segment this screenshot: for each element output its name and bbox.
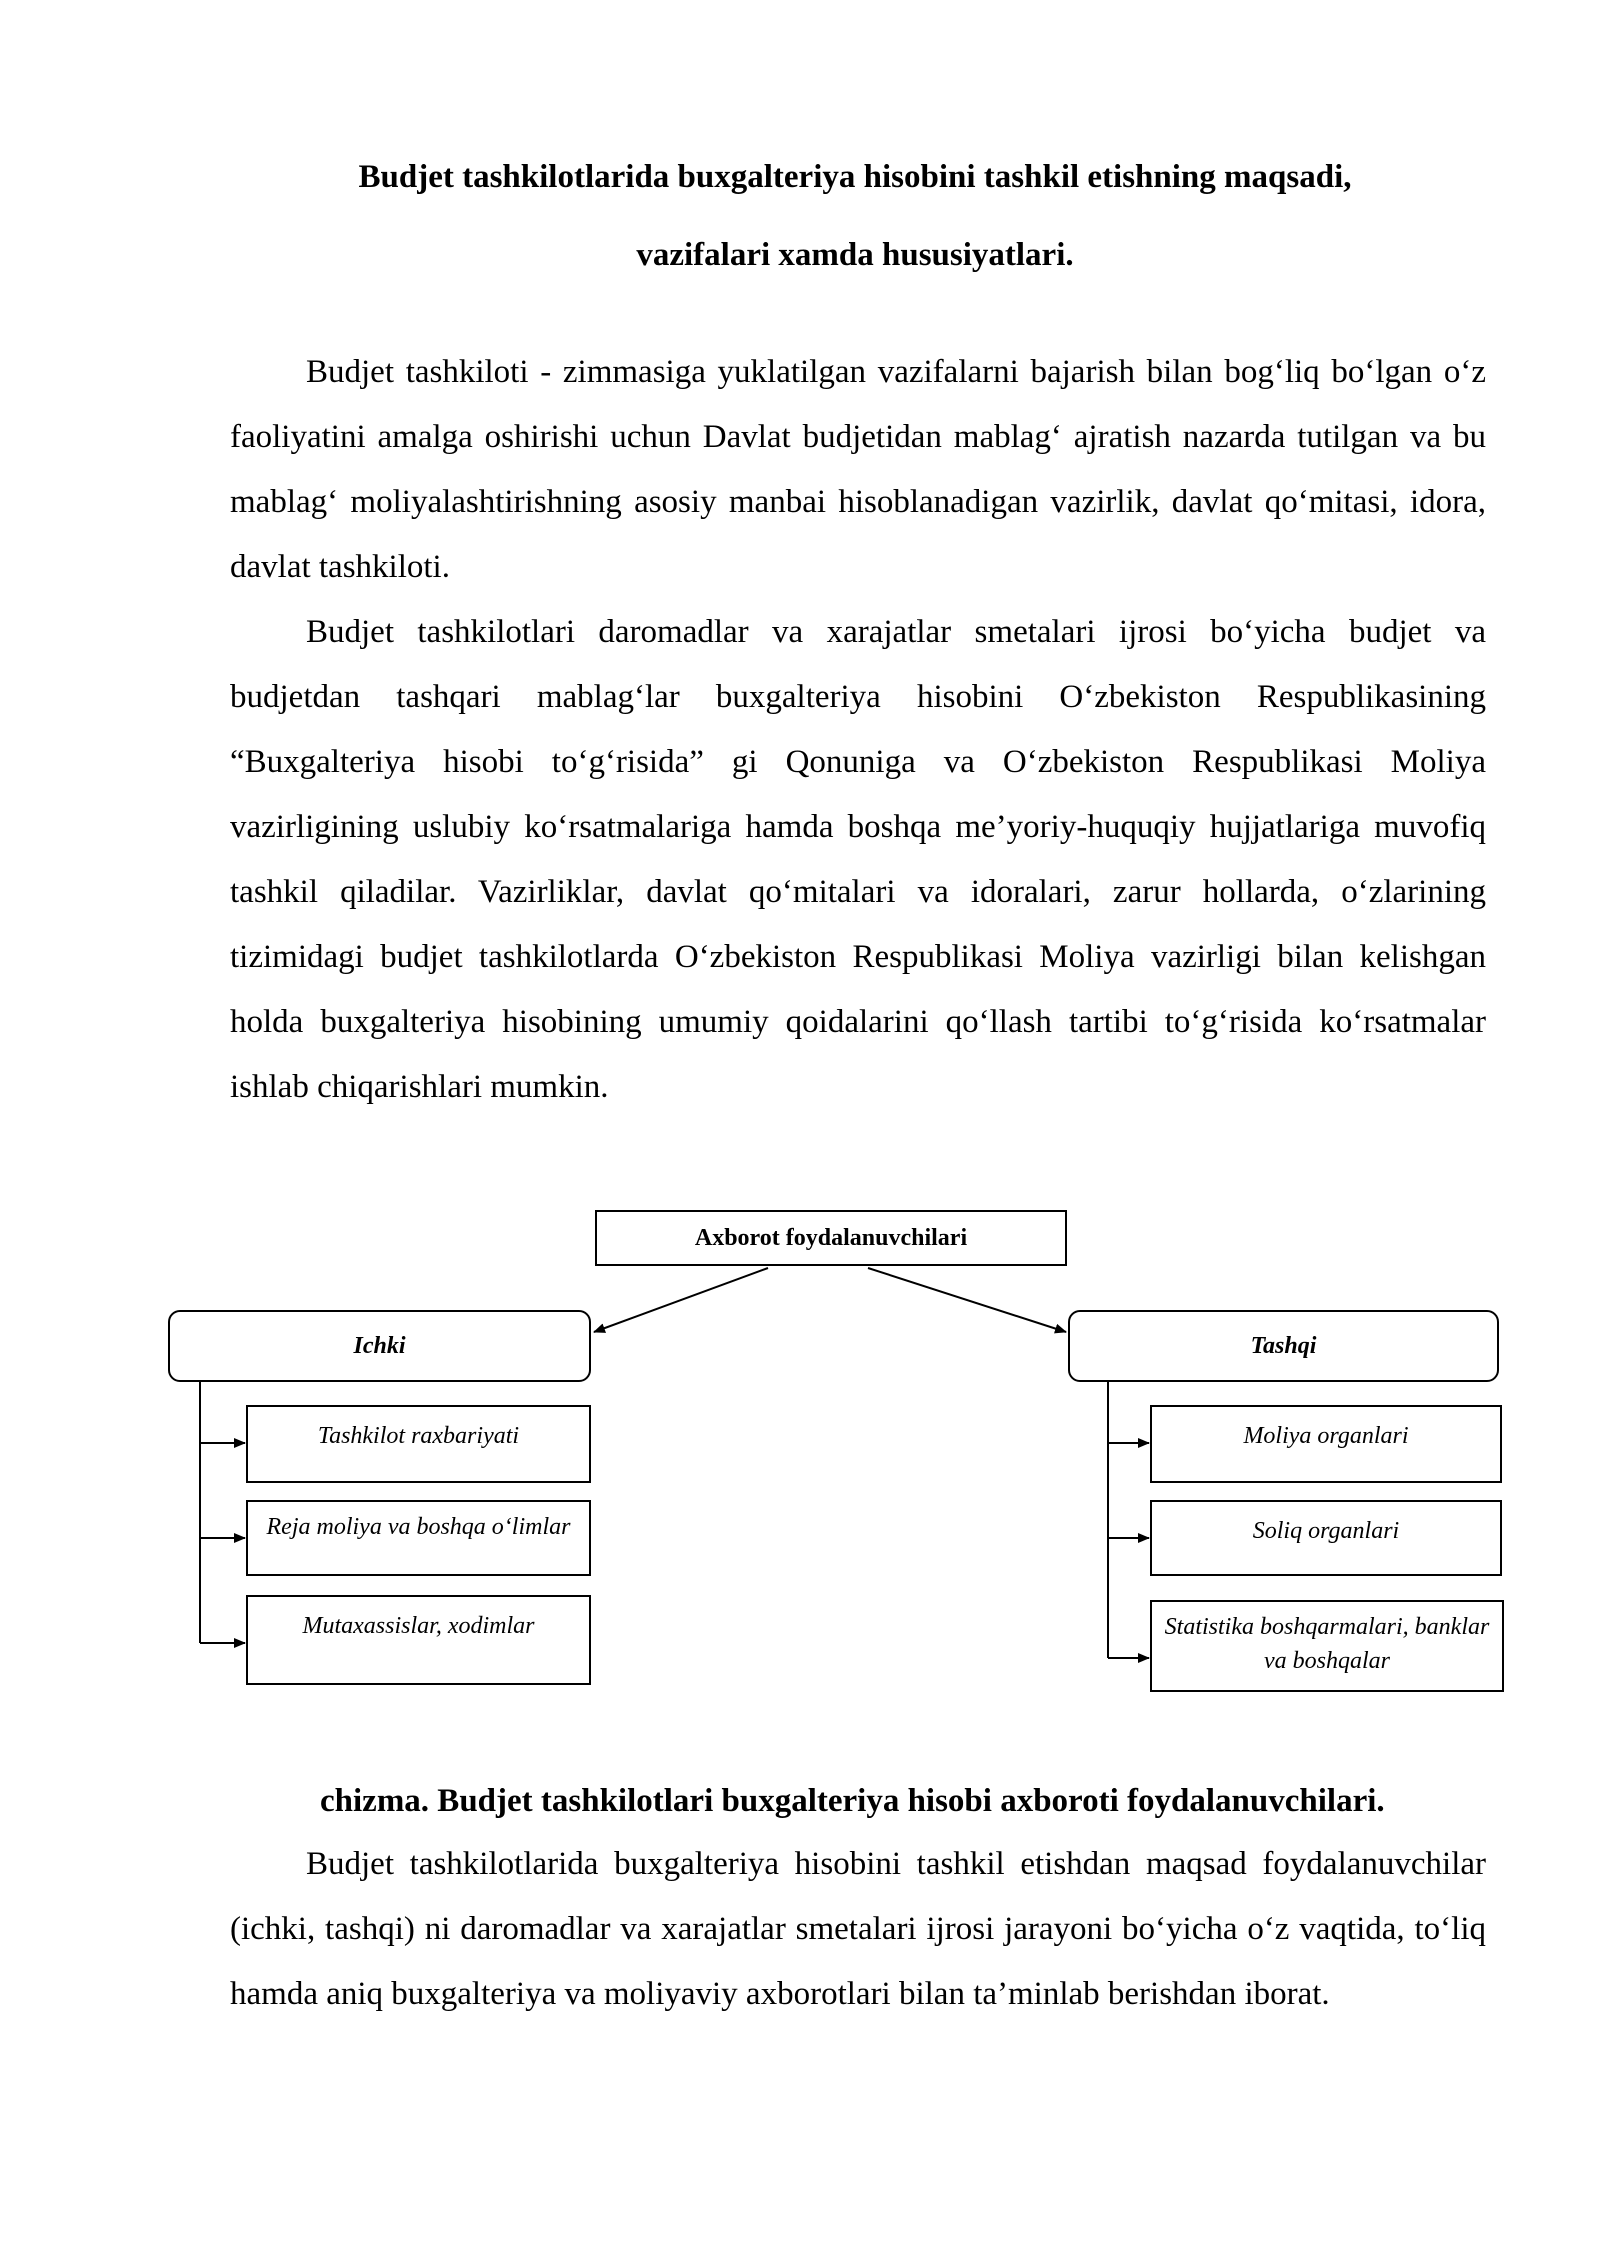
paragraph-definition: Budjet tashkiloti - zimmasiga yuklatilgan vazifalarni bajarish bilan bog‘liq bo‘lgan o‘z faoliyatini amalga oshirishi uchun Davlat budjetidan mablag‘ ajratish nazarda tutilgan va bu mablag‘ moliyalashtirishning asosiy manbai hisoblanadigan vazirlik, davlat qo‘mitasi, idora, davlat tashkiloti.	[230, 354, 1486, 585]
arrow-to-tashqi	[868, 1268, 1066, 1332]
internal-item-3: Mutaxassislar, xodimlar	[246, 1595, 591, 1685]
figure-caption: chizma. Budjet tashkilotlari buxgalteriya hisobi axboroti foydalanuvchilari.	[320, 1783, 1385, 1819]
internal-item-1: Tashkilot raxbariyati	[246, 1405, 591, 1483]
diagram-external-box: Tashqi	[1068, 1310, 1499, 1382]
title-line-1: Budjet tashkilotlarida buxgalteriya hisobini tashkil etishning maqsadi,	[358, 159, 1352, 195]
external-item-2: Soliq organlari	[1150, 1500, 1502, 1576]
paragraph-accounting-rules: Budjet tashkilotlari daromadlar va xarajatlar smetalari ijrosi bo‘yicha budjet va budjetdan tashqari mablag‘lar buxgalteriya hisobini O‘zbekiston Respublikasining “Buxgalteriya hisobi to‘g‘risida” gi Qonuniga va O‘zbekiston Respublikasi Moliya vazirligining uslubiy ko‘rsatmalariga hamda boshqa me’yoriy-huquqiy hujjatlariga muvofiq tashkil qiladilar. Vazirliklar, davlat qo‘mitalari va idoralari, zarur hollarda, o‘zlarining tizimidagi budjet tashkilotlarda O‘zbekiston Respublikasi Moliya vazirligi bilan kelishgan holda buxgalteriya hisobining umumiy qoidalarini qo‘llash tartibi to‘g‘risida ko‘rsatmalar ishlab chiqarishlari mumkin.	[230, 614, 1486, 1105]
paragraph-purpose: Budjet tashkilotlarida buxgalteriya hisobini tashkil etishdan maqsad foydalanuvchilar (ichki, tashqi) ni daromadlar va xarajatlar smetalari ijrosi jarayoni bo‘yicha o‘z vaqtida, to‘liq hamda aniq buxgalteriya va moliyaviy axborotlari bilan ta’minlab berishdan iborat.	[230, 1846, 1486, 2012]
internal-item-2: Reja moliya va boshqa o‘limlar	[246, 1500, 591, 1576]
external-item-3: Statistika boshqarmalari, banklar va boshqalar	[1150, 1600, 1504, 1692]
external-item-1: Moliya organlari	[1150, 1405, 1502, 1483]
title-line-2: vazifalari xamda hususiyatlari.	[636, 237, 1074, 273]
arrow-to-ichki	[594, 1268, 768, 1332]
diagram-root-box: Axborot foydalanuvchilari	[595, 1210, 1067, 1266]
diagram-internal-box: Ichki	[168, 1310, 591, 1382]
document-title	[230, 138, 1480, 294]
